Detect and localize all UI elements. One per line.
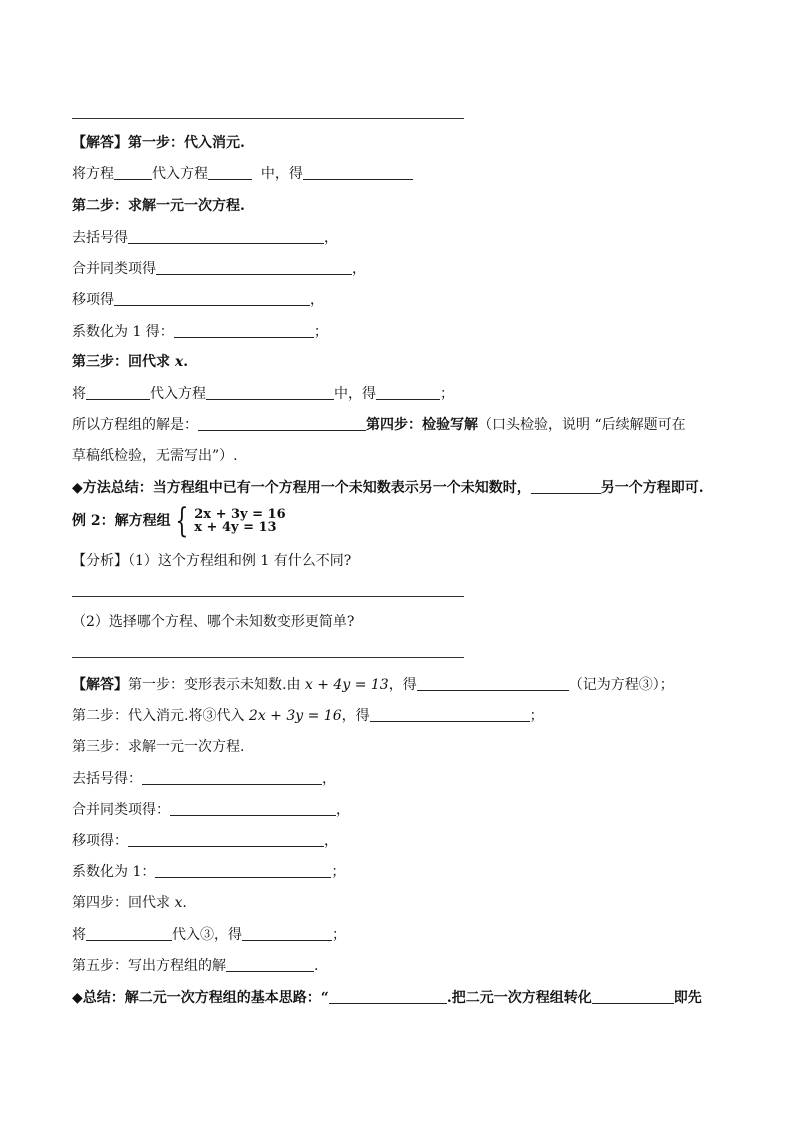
ex2-step3-line — [72, 737, 244, 757]
ex2-step4-line — [72, 893, 187, 913]
blank[interactable] — [128, 229, 324, 244]
equation-2: x + 4y = 13 — [194, 520, 277, 535]
text: 系数化为 1 得： — [72, 324, 174, 340]
equation-1: 2x + 3y = 16 — [194, 507, 286, 522]
answer-rule — [72, 118, 464, 119]
ex2-title — [72, 501, 286, 541]
blank[interactable] — [114, 165, 152, 180]
text: 另一个方程即可. — [600, 480, 704, 496]
text: . — [183, 354, 189, 370]
blank[interactable] — [376, 385, 440, 400]
ex1-step4-line2 — [72, 446, 238, 466]
ex1-step3-heading — [72, 352, 188, 372]
ex1-solve-heading — [72, 133, 245, 153]
ex2-step5-line — [72, 956, 318, 976]
ex2-expand-line — [72, 769, 336, 789]
blank[interactable] — [142, 770, 322, 785]
ex2-back-line — [72, 925, 346, 945]
answer-rule — [72, 657, 464, 658]
equation: x + 4y = 13 — [304, 677, 389, 693]
text: 去括号得 — [72, 230, 128, 246]
text: ； — [440, 386, 454, 402]
equation: 2x + 3y = 16 — [248, 708, 342, 724]
blank[interactable] — [128, 832, 324, 847]
step4-heading: 第四步：检验写解 — [366, 417, 478, 433]
text: 代入方程 — [150, 386, 206, 402]
text: 第二步：代入消元.将③代入 — [72, 708, 249, 724]
ex2-coef-line — [72, 862, 345, 882]
var-x: x — [174, 895, 183, 911]
text: . — [182, 895, 187, 911]
ex2-analysis-q2 — [72, 612, 354, 632]
method-summary — [72, 478, 704, 498]
text: ，得 — [341, 708, 370, 724]
blank[interactable] — [370, 707, 530, 722]
ex2-step1-line — [72, 675, 674, 695]
ex1-back-line — [72, 384, 454, 404]
ex2-move-line — [72, 831, 338, 851]
ex2-analysis-q1 — [72, 551, 351, 571]
blank[interactable] — [174, 323, 314, 338]
text: （记为方程③）； — [568, 677, 674, 693]
blank[interactable] — [417, 676, 569, 691]
text: ◆方法总结：当方程组中已有一个方程用一个未知数表示另一个未知数时， — [72, 480, 531, 496]
text: 合并同类项得 — [72, 261, 156, 277]
brace-icon: { — [174, 501, 188, 541]
text: ； — [332, 927, 346, 943]
blank[interactable] — [226, 957, 314, 972]
text: ； — [529, 708, 544, 724]
text: 移项得： — [72, 833, 128, 849]
text: 第四步：回代求 — [72, 895, 175, 911]
text: 所以方程组的解是： — [72, 417, 198, 433]
text: 例 2：解方程组 — [72, 513, 171, 529]
text: ， — [336, 802, 350, 818]
text: 系数化为 1： — [72, 864, 156, 880]
text: 第一步：变形表示未知数.由 — [128, 677, 305, 693]
blank[interactable] — [155, 863, 331, 878]
summary-line — [72, 988, 702, 1008]
blank[interactable] — [206, 385, 334, 400]
text: ， — [310, 292, 324, 308]
text: ， — [324, 230, 338, 246]
text: 代入方程 — [152, 166, 208, 182]
text: 中，得 — [334, 386, 376, 402]
blank[interactable] — [86, 926, 172, 941]
var-x: x — [174, 354, 184, 370]
equation-system — [171, 501, 286, 541]
text: 【分析】（1）这个方程组和例 1 有什么不同? — [72, 553, 352, 569]
blank[interactable] — [114, 291, 310, 306]
blank[interactable] — [156, 260, 352, 275]
text: 将方程 — [72, 166, 114, 182]
text: ， — [324, 833, 338, 849]
ex1-expand-line — [72, 228, 338, 248]
blank[interactable] — [198, 416, 366, 431]
text: 合并同类项得： — [72, 802, 170, 818]
ex1-move-line — [72, 290, 324, 310]
ex2-step2-line — [72, 706, 544, 726]
text: 第五步：写出方程组的解 — [72, 958, 226, 974]
text: ； — [331, 864, 346, 880]
text: ◆总结：解二元一次方程组的基本思路：“ — [72, 990, 329, 1006]
text: 即先 — [673, 990, 702, 1006]
text: 第三步：求解一元一次方程. — [72, 739, 245, 755]
text: 将 — [72, 927, 86, 943]
text: （口头检验，说明 “后续解题可在 — [478, 417, 686, 433]
blank[interactable] — [170, 801, 336, 816]
text: 草稿纸检验，无需写出”）. — [72, 448, 238, 464]
text: 第二步：求解一元一次方程. — [72, 198, 245, 214]
text: . — [314, 958, 319, 974]
text: 去括号得： — [72, 771, 142, 787]
text: ，得 — [388, 677, 417, 693]
blank[interactable] — [531, 479, 601, 494]
text: 移项得 — [72, 292, 114, 308]
blank[interactable] — [242, 926, 332, 941]
text: 代入③，得 — [172, 927, 242, 943]
text: ， — [352, 261, 366, 277]
blank[interactable] — [329, 989, 447, 1004]
text: 将 — [72, 386, 86, 402]
ex1-solve-heading-text: 【解答】第一步：代入消元. — [72, 135, 245, 151]
text: 中，得 — [260, 166, 303, 182]
answer-rule — [72, 596, 464, 597]
blank[interactable] — [86, 385, 150, 400]
text: （2）选择哪个方程、哪个未知数变形更简单? — [72, 614, 355, 630]
blank[interactable] — [208, 165, 252, 180]
ex1-step2-heading — [72, 196, 245, 216]
text: ； — [313, 324, 328, 340]
ex1-step1-line — [72, 164, 413, 184]
text: .把二元一次方程组转化 — [446, 990, 592, 1006]
solve-heading: 【解答】 — [72, 677, 128, 693]
blank[interactable] — [592, 989, 674, 1004]
text: 第三步：回代求 — [72, 354, 175, 370]
ex1-combine-line — [72, 259, 366, 279]
ex1-coef-line — [72, 322, 328, 342]
text: ， — [322, 771, 336, 787]
ex2-combine-line — [72, 800, 350, 820]
ex1-solution-line — [72, 415, 686, 435]
blank[interactable] — [303, 165, 413, 180]
